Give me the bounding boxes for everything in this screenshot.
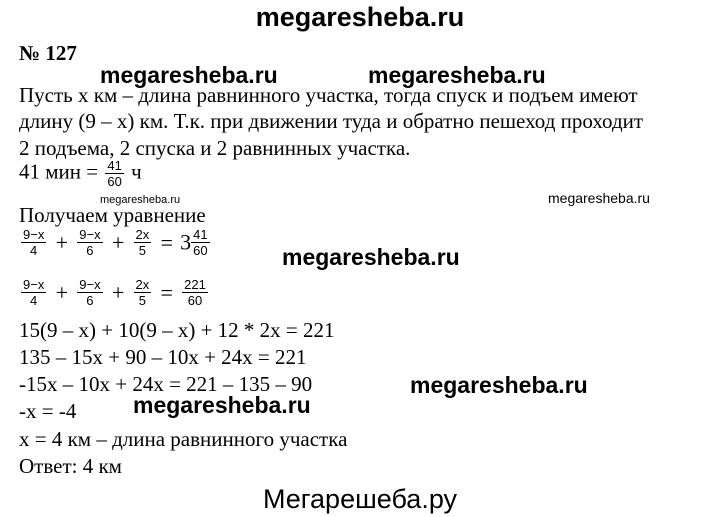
eq2-plus-1: + xyxy=(55,279,68,305)
watermark-inline: megaresheba.ru xyxy=(100,62,278,88)
text-line-1: Пусть х км – длина равнинного участка, тогда спуск и подъем имеют xyxy=(19,83,638,107)
watermark-footer: Мегарешеба.ру xyxy=(262,484,458,514)
watermark-inline: megaresheba.ru xyxy=(410,372,588,398)
eq1-fraction-1-denominator: 4 xyxy=(21,242,46,258)
eq2-fraction-3-denominator: 5 xyxy=(134,292,152,308)
get-equation-text: Получаем уравнение xyxy=(19,203,206,227)
minutes-fraction xyxy=(105,158,123,189)
eq1-fraction-1-numerator: 9−x xyxy=(23,227,45,242)
eq1-result-numerator: 41 xyxy=(193,227,208,242)
eq2-fraction-2-denominator: 6 xyxy=(77,292,102,308)
watermark-inline: megaresheba.ru xyxy=(368,62,546,88)
text-line-3: 2 подъема, 2 спуска и 2 равнинных участка. xyxy=(19,136,411,160)
watermark-header: megaresheba.ru xyxy=(255,2,465,32)
eq1-fraction-1 xyxy=(21,227,46,258)
eq2-fraction-2 xyxy=(77,277,102,308)
minutes-unit: ч xyxy=(131,159,142,184)
minutes-fraction-numerator: 41 xyxy=(107,158,122,173)
eq1-fraction-2 xyxy=(77,227,102,258)
eq1-fraction-3 xyxy=(134,227,152,258)
eq1-mixed-whole: 3 xyxy=(180,229,192,255)
text-line-2: длину (9 – х) км. Т.к. при движении туда и обратно пешеход проходит xyxy=(19,109,644,133)
watermark-inline: megaresheba.ru xyxy=(133,392,311,418)
step-4: -х = -4 xyxy=(19,399,77,423)
watermark-inline: megaresheba.ru xyxy=(100,194,181,206)
minutes-conversion xyxy=(19,158,142,189)
answer: Ответ: 4 км xyxy=(19,454,122,478)
eq1-fraction-2-numerator: 9−x xyxy=(79,227,101,242)
eq2-fraction-3-numerator: 2x xyxy=(135,277,150,292)
eq1-result-denominator: 60 xyxy=(193,243,208,258)
eq2-equals: = xyxy=(160,279,173,305)
eq2-fraction-1 xyxy=(21,277,46,308)
minutes-fraction-denominator: 60 xyxy=(107,174,122,189)
problem-number: № 127 xyxy=(19,41,77,65)
step-2: 135 – 15х + 90 – 10х + 24х = 221 xyxy=(19,345,307,369)
eq2-fraction-1-numerator: 9−x xyxy=(23,277,45,292)
watermark-inline: megaresheba.ru xyxy=(282,244,460,270)
equation-1 xyxy=(19,227,212,258)
step-5: х = 4 км – длина равнинного участка xyxy=(19,427,348,451)
eq1-plus-1: + xyxy=(55,229,68,255)
eq1-equals: = xyxy=(160,229,173,255)
eq2-result-fraction xyxy=(182,277,208,308)
eq1-fraction-3-denominator: 5 xyxy=(134,242,152,258)
eq2-fraction-1-denominator: 4 xyxy=(21,292,46,308)
eq1-plus-2: + xyxy=(111,229,125,255)
step-1: 15(9 – х) + 10(9 – х) + 12 * 2х = 221 xyxy=(19,318,335,342)
eq1-result-fraction xyxy=(191,227,209,258)
eq2-result-numerator: 221 xyxy=(184,277,206,292)
equation-2 xyxy=(19,277,210,308)
eq2-result-denominator: 60 xyxy=(182,292,208,308)
watermark-inline: megaresheba.ru xyxy=(548,190,650,206)
step-3: -15х – 10х + 24х = 221 – 135 – 90 xyxy=(19,372,313,396)
eq2-plus-2: + xyxy=(111,279,125,305)
eq2-fraction-2-numerator: 9−x xyxy=(79,277,101,292)
eq2-fraction-3 xyxy=(134,277,152,308)
eq1-fraction-3-numerator: 2x xyxy=(135,227,150,242)
minutes-prefix: 41 мин = xyxy=(19,159,99,184)
eq1-fraction-2-denominator: 6 xyxy=(77,242,102,258)
